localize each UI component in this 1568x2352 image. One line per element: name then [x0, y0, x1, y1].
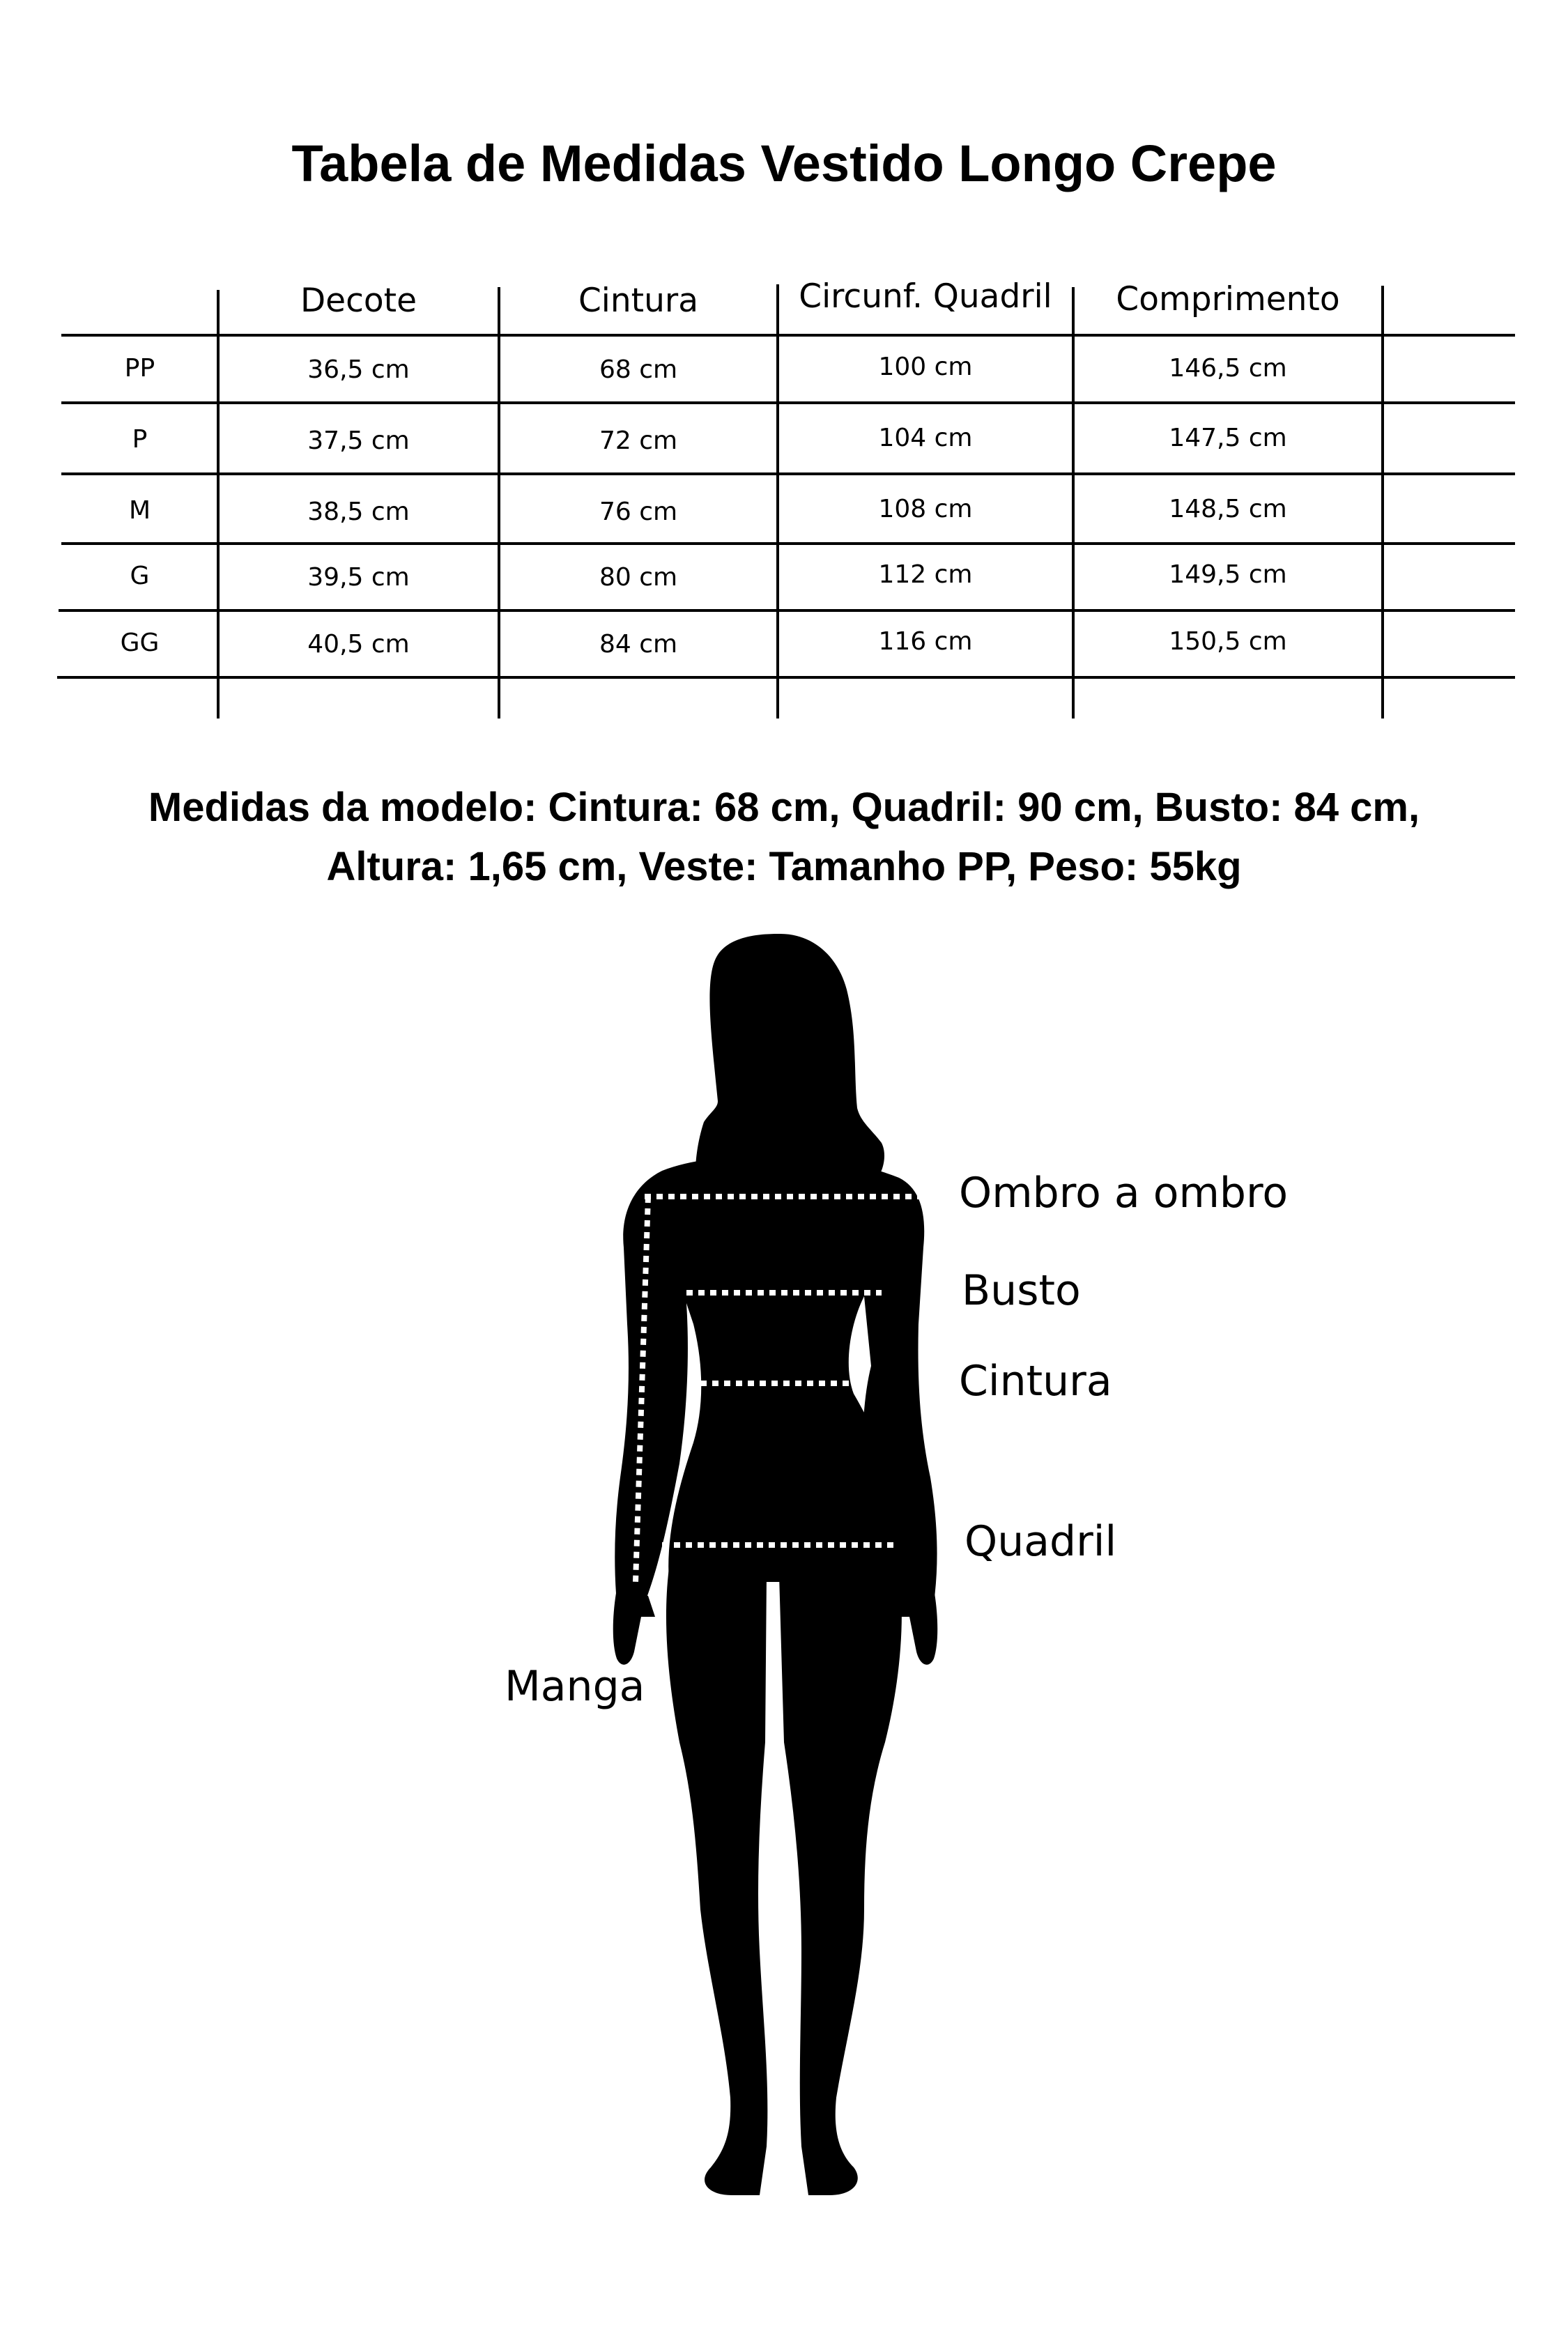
- table-cell: 104 cm: [878, 424, 973, 452]
- size-label: G: [130, 562, 150, 590]
- col-header-comprimento: Comprimento: [1116, 280, 1340, 318]
- model-measurements-line-1: Medidas da modelo: Cintura: 68 cm, Quadril: 90 cm, Busto: 84 cm,: [148, 785, 1420, 830]
- page-title: Tabela de Medidas Vestido Longo Crepe: [291, 134, 1277, 192]
- label-sleeve: Manga: [505, 1662, 645, 1711]
- table-cell: 76 cm: [599, 498, 678, 526]
- table-cell: 84 cm: [599, 630, 678, 659]
- label-bust: Busto: [962, 1266, 1081, 1315]
- table-cell: 40,5 cm: [307, 630, 410, 659]
- table-cell: 112 cm: [878, 560, 973, 589]
- label-waist: Cintura: [959, 1357, 1112, 1406]
- model-measurements-line-2: Altura: 1,65 cm, Veste: Tamanho PP, Peso: 55kg: [326, 844, 1242, 889]
- table-cell: 148,5 cm: [1169, 495, 1287, 523]
- size-label: PP: [124, 354, 155, 383]
- table-cell: 147,5 cm: [1169, 424, 1287, 452]
- size-label: M: [128, 496, 151, 525]
- table-cell: 150,5 cm: [1169, 627, 1287, 656]
- table-cell: 108 cm: [878, 495, 973, 523]
- table-cell: 36,5 cm: [307, 355, 410, 384]
- table-cell: 39,5 cm: [307, 563, 410, 592]
- col-header-quadril: Circunf. Quadril: [799, 277, 1052, 316]
- table-cell: 146,5 cm: [1169, 354, 1287, 383]
- table-cell: 149,5 cm: [1169, 560, 1287, 589]
- label-hip: Quadril: [964, 1517, 1117, 1566]
- table-cell: 100 cm: [878, 353, 973, 381]
- table-cell: 38,5 cm: [307, 498, 410, 526]
- table-cell: 116 cm: [878, 627, 973, 656]
- table-cell: 37,5 cm: [307, 426, 410, 455]
- table-cell: 68 cm: [599, 355, 678, 384]
- size-label: GG: [120, 629, 160, 657]
- size-label: P: [132, 425, 148, 454]
- body-silhouette: [613, 934, 938, 2195]
- table-cell: 72 cm: [599, 426, 678, 455]
- label-shoulder: Ombro a ombro: [959, 1169, 1289, 1217]
- table-cell: 80 cm: [599, 563, 678, 592]
- col-header-decote: Decote: [300, 282, 417, 320]
- col-header-cintura: Cintura: [578, 282, 698, 320]
